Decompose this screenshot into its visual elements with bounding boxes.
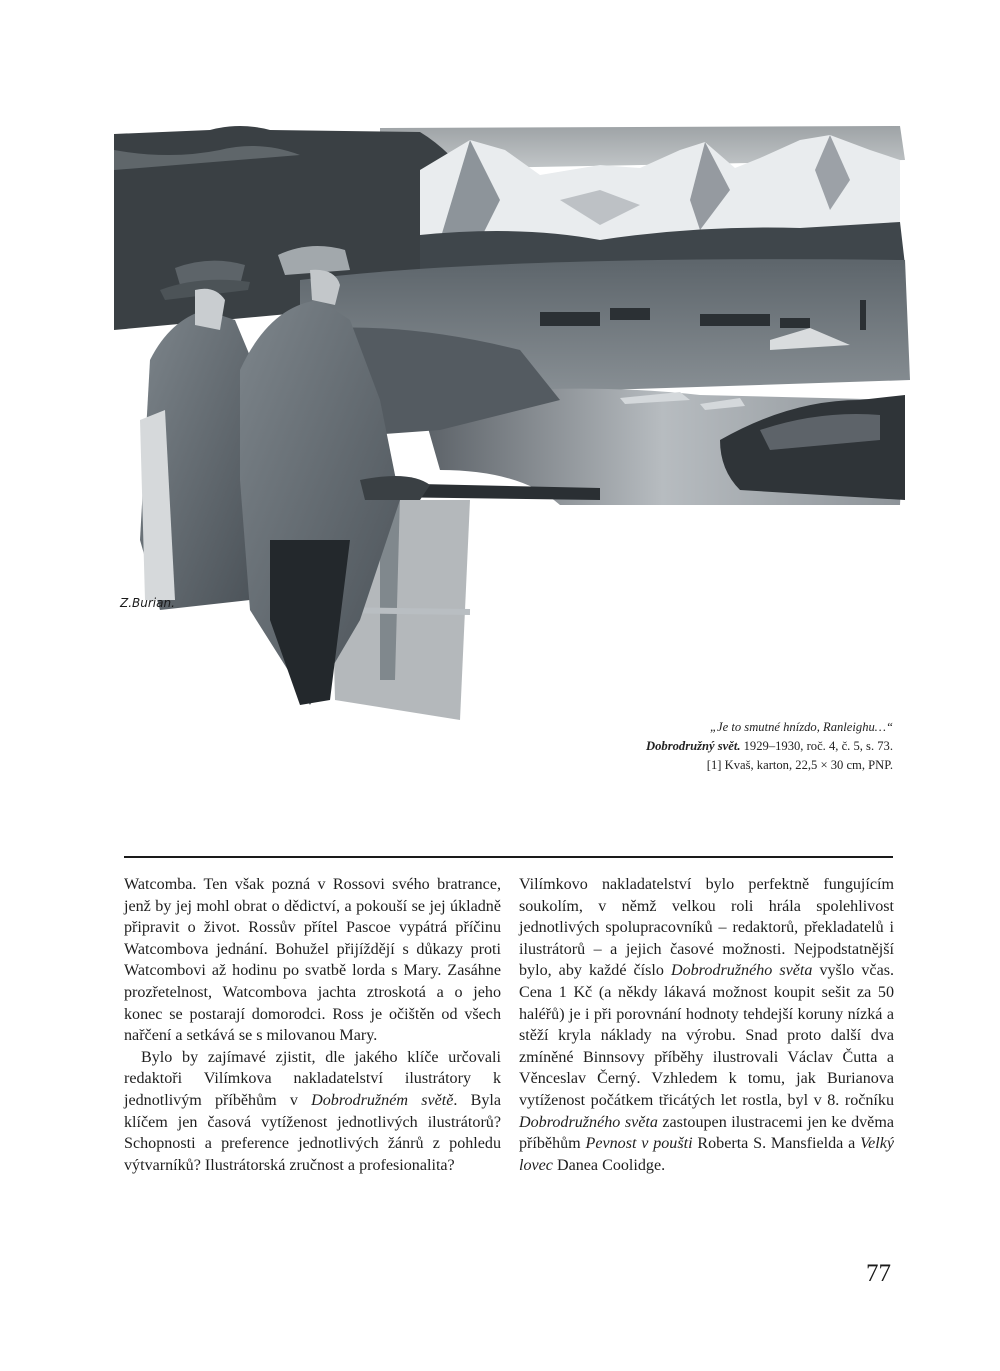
italic-title: Dobrodružném světě [311,1091,454,1109]
paragraph: Watcomba. Ten však pozná v Rossovi svého bratrance, jenž by jej mohl obrat o dědictví, a pokouší se jej úkladně připravit o život. Rossův přítel Pascoe vypátrá příčinu Watcombova jednání. Bohužel přijíždějí s důkazy proti Watcombovi až hodinu po svatbě lorda s Mary. Zasáhne prozřetelnost, Watcombova jachta ztroskotá a o jeho konec se postarají domorodci. Ross je očištěn od všech nařčení a setkává se s milovanou Mary. [124,876,501,1045]
caption-publication: 1929–1930, roč. 4, č. 5, s. 73. [740,739,893,753]
italic-title: Pevnost v poušti [585,1135,693,1153]
caption-magazine: Dobrodružný svět. [646,739,741,753]
text-column-right [519,874,894,1176]
page-number: 77 [866,1260,891,1287]
caption-source [646,737,893,756]
italic-title: Dobrodružného světa [519,1113,658,1131]
text-column-left [124,874,501,1176]
paragraph: Vilímkovo nakladatelství bylo perfektně fungujícím soukolím, v němž velkou roli hrála spolehlivost jednotlivých spolupracovníků – redaktorů, překladatelů i ilustrátorů – a jejich časové možnosti. Nejpodstatnější bylo, aby každé číslo Dobrodružného světa vyšlo včas. Cena 1 Kč (a někdy lákavá možnost koupit sešit za 50 haléřů) je i při porovnání hodnoty tehdejší koruny nízká a stěží kryla náklady na výrobu. Snad proto další dva zmíněné Binnsovy příběhy ilustrovali Václav Čutta a Věnceslav Černý. Vzhledem k tomu, jak Burianova vytíženost počátkem třicátých let rostla, byl v 8. ročníku Dobrodružného světa zastoupen ilustracemi jen ke dvěma příběhům Pevnost v poušti Roberta S. Mansfielda a Velký lovec Danea Coolidge. [519,876,895,1174]
italic-title: Dobrodružného světa [670,962,813,980]
paragraph: Bylo by zajímavé zjistit, dle jakého klíče určovali redaktoři Vilímkova nakladatelství ilustrátory k jednotlivým příběhům v Dobrodružném světě. Byla klíčem jen časová vytíženost jednotlivých ilustrátorů? Schopnosti a preference jednotlivých žánrů z pohledu výtvarníků? Ilustrátorská zručnost a profesionalita? [124,1048,501,1174]
italic-title: Velký lovec [519,1135,895,1174]
artist-signature: Z.Burian. [120,596,175,610]
caption-title: „Je to smutné hnízdo, Ranleighu…“ [710,720,893,734]
figure-caption [646,718,893,775]
horizontal-rule [124,856,893,858]
caption-details: [1] Kvaš, karton, 22,5 × 30 cm, PNP. [706,758,893,772]
